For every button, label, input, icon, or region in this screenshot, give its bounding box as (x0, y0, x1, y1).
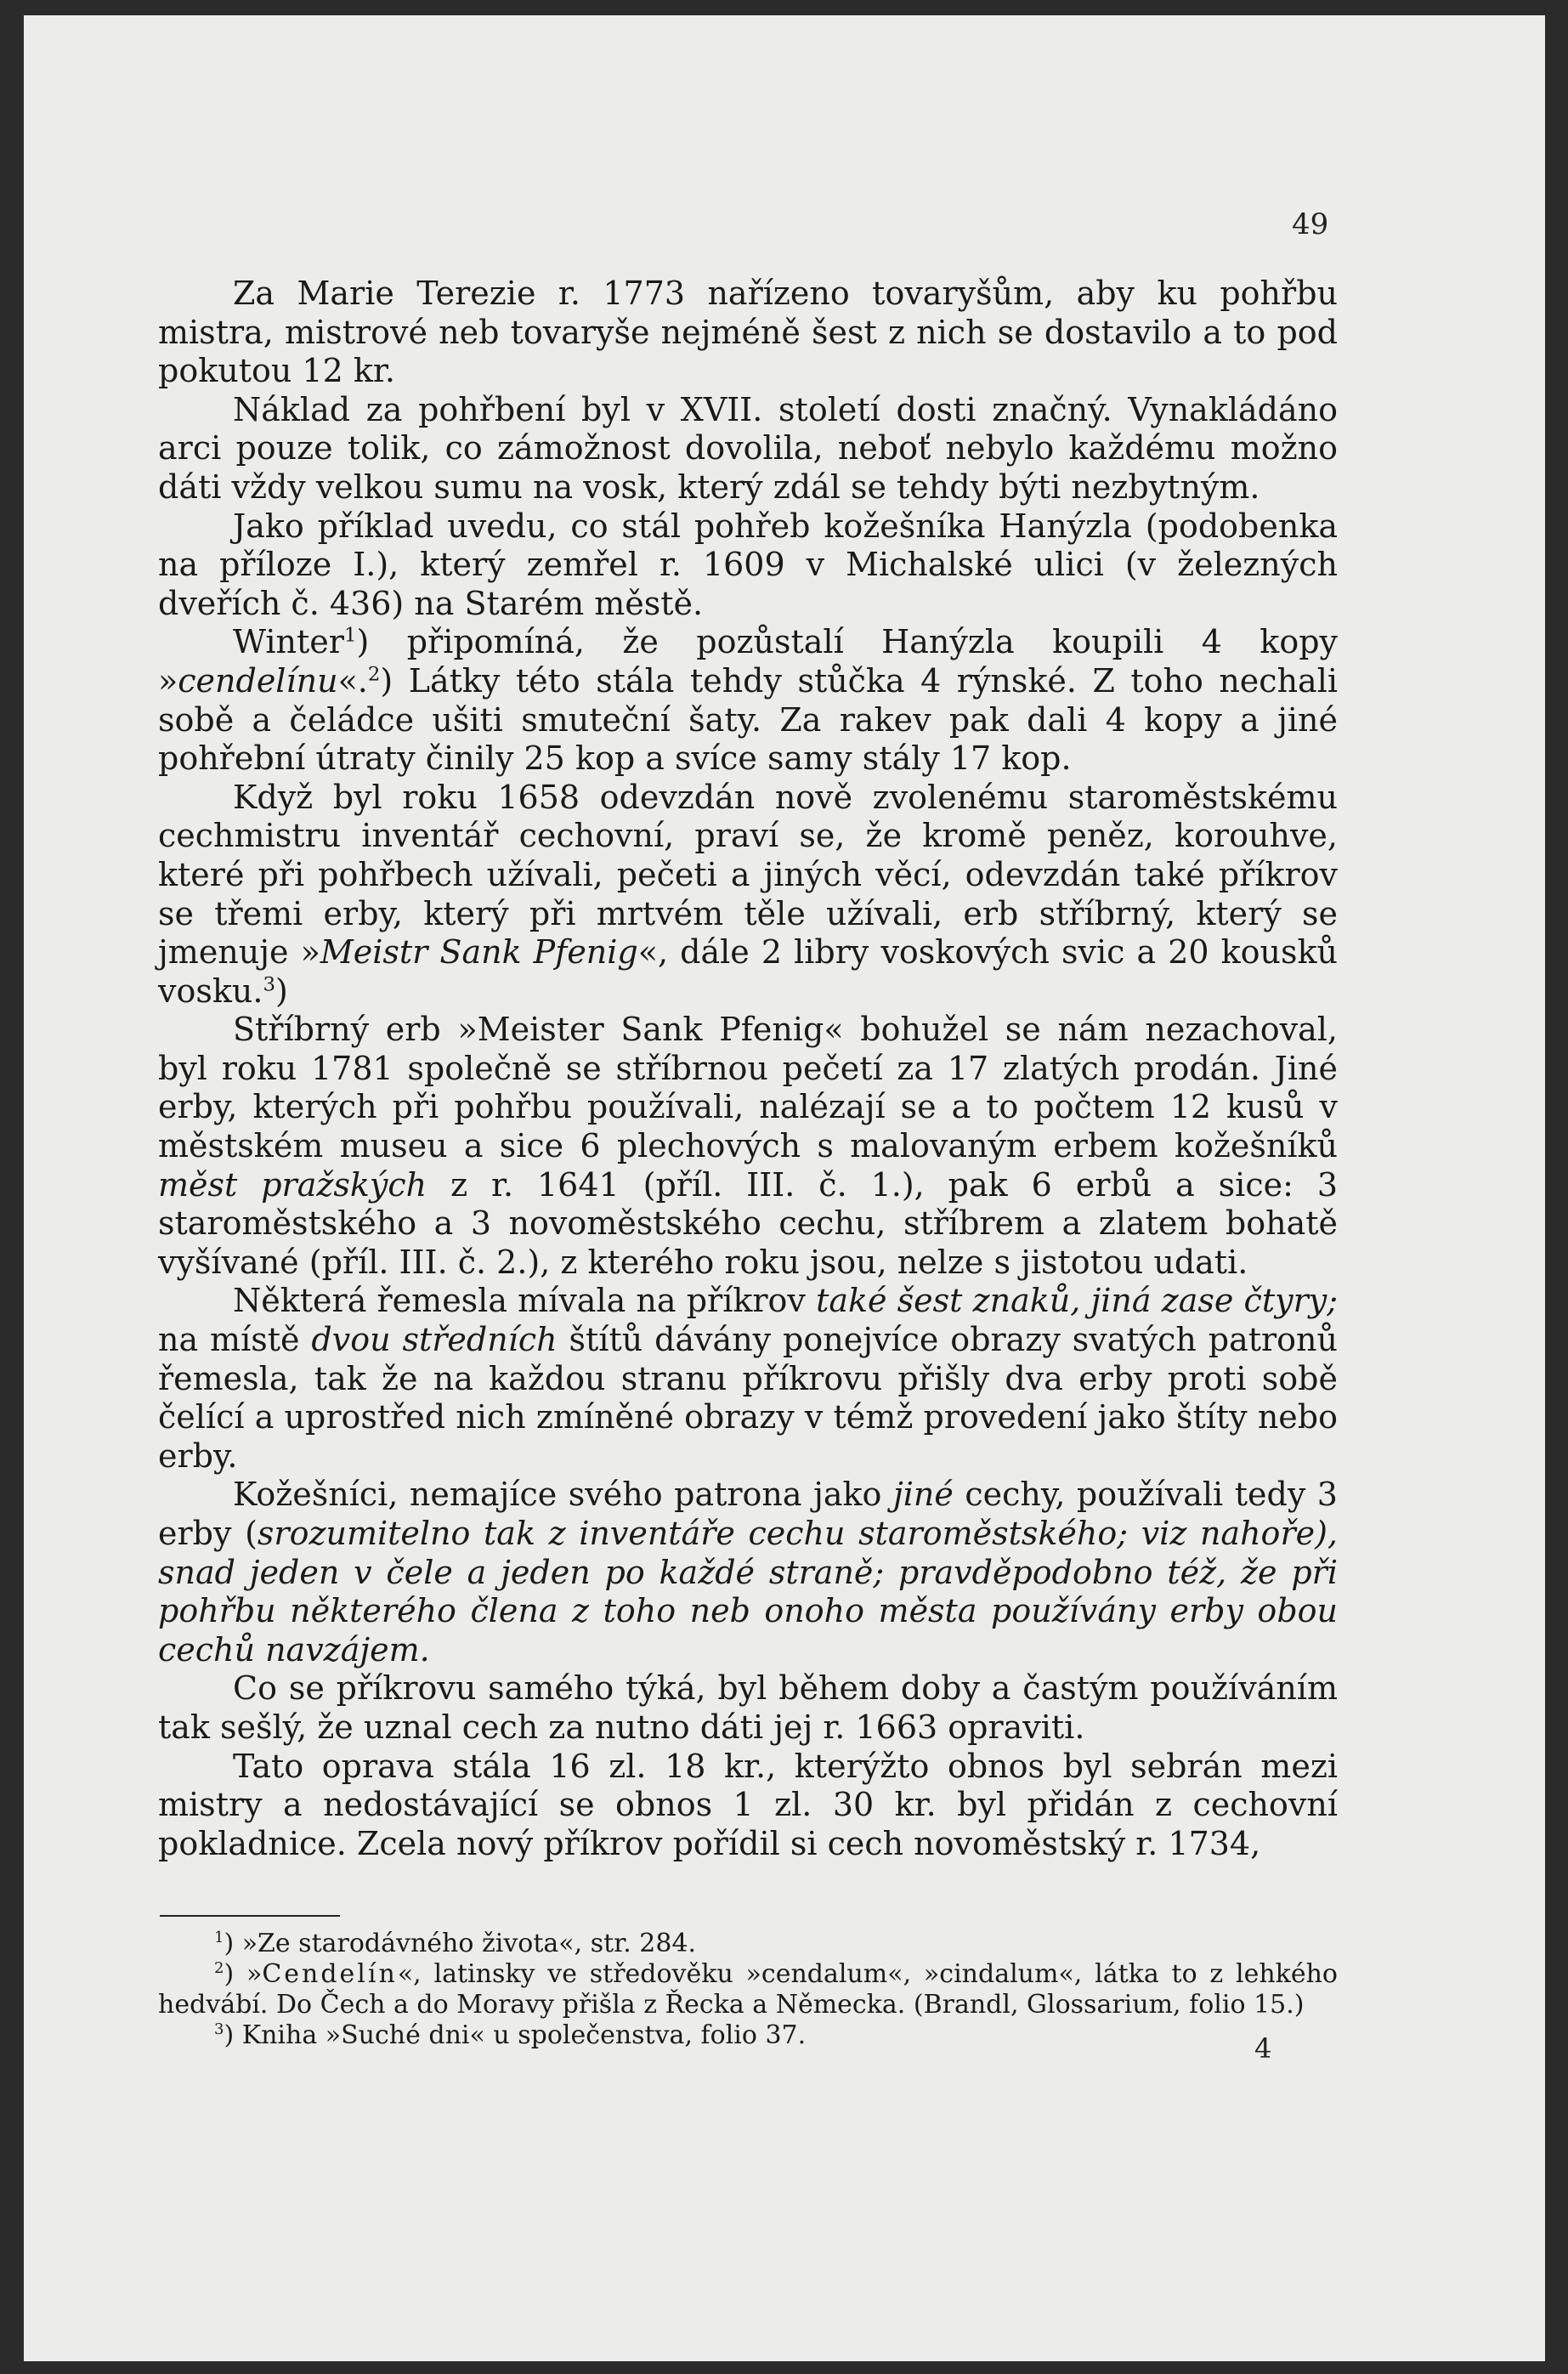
emphasis: jiné (892, 1476, 954, 1514)
emphasis: cendelínu (178, 661, 338, 700)
paragraph: Jako příklad uvedu, co stál pohřeb kožešníka Hanýzla (podobenka na příloze I.), který zemřel r. 1609 v Michalské ulici (v železných dveřích č. 436) na Starém městě. (158, 507, 1338, 622)
footnote: $^1$) »Ze starodávného života«, str. 284. (214, 1929, 697, 1958)
footnote-ref: 2 (367, 663, 381, 686)
footnote: $^3$) Kniha »Suché dni« u společenstva, folio 37. (214, 2020, 807, 2050)
footnote: $^2$) »Cendelín«, latinsky ve středověku »cendalum«, »cindalum«, látka to z lehkého hedvábí. Do Čech a do Moravy přišla z Řecka a Německa. (Brandl, Glossarium, folio 15.) (158, 1959, 1338, 2020)
spaced-term: Cendelín (262, 1959, 398, 1989)
paragraph: Když byl roku 1658 odevzdán nově zvolenému staroměstskému cechmistru inventář cechovní, praví se, že kromě peněz, korouhve, které při pohřbech užívali, pečeti a jiných věcí, odevzdán také příkrov se třemi erby, který při mrtvém těle užívali, erb stříbrný, který se jmenuje »Meistr Sank Pfenig«, dále 2 libry voskových svic a 20 kousků vosku.$^3$) (158, 778, 1339, 1010)
emphasis: Meistr Sank Pfenig (320, 933, 638, 972)
emphasis: také šest znaků, jiná zase čtyry; (816, 1282, 1339, 1320)
footnote-ref: 3 (263, 973, 275, 996)
paragraph: Winter$^1$) připomíná, že pozůstalí Hanýzla koupili 4 kopy »cendelínu«.$^2$) Látky této stála tehdy stůčka 4 rýnské. Z toho nechali sobě a čeládce ušiti smuteční šaty. Za rakev pak dali 4 kopy a jiné pohřební útraty činily 25 kop a svíce samy stály 17 kop. (158, 623, 1338, 778)
footnote-divider (160, 1915, 340, 1917)
paragraph: Některá řemesla mívala na příkrov také šest znaků, jiná zase čtyry; na místě dvou středních štítů dávány ponejvíce obrazy svatých patronů řemesla, tak že na každou stranu příkrovu přišly dva erby proti sobě čelící a uprostřed nich zmíněné obrazy v témž provedení jako štíty nebo erby. (158, 1282, 1339, 1475)
sheet-signature: 4 (1254, 2032, 1272, 2065)
paragraph: Kožešníci, nemajíce svého patrona jako jiné cechy, používali tedy 3 erby (srozumitelno tak z inventáře cechu staroměstského; viz nahoře), snad jeden v čele a jeden po každé straně; pravděpodobno též, že při pohřbu některého člena z toho neb onoho města používány erby obou cechů navzájem. (158, 1476, 1338, 1669)
emphasis: srozumitelno tak z inventáře cechu staroměstského; viz nahoře), snad jeden v čele a jeden po každé straně; pravděpodobno též, že při pohřbu některého člena z toho neb onoho města používány erby obou cechů navzájem. (158, 1515, 1338, 1669)
emphasis: dvou středních (311, 1321, 558, 1359)
book-page (24, 15, 1545, 2361)
paragraph: Co se příkrovu samého týká, byl během doby a častým používáním tak sešlý, že uznal cech za nutno dáti jej r. 1663 opraviti. (158, 1669, 1338, 1746)
footnote-marker: 3 (214, 2020, 224, 2038)
paragraph: Náklad za pohřbení byl v XVII. století dosti značný. Vynakládáno arci pouze tolik, co zámožnost dovolila, neboť nebylo každému možno dáti vždy velkou sumu na vosk, který zdál se tehdy býti nezbytným. (158, 390, 1338, 506)
footnote-marker: 1 (214, 1929, 224, 1946)
paragraph: Za Marie Terezie r. 1773 nařízeno tovaryšům, aby ku pohřbu mistra, mistrové neb tovaryše nejméně šest z nich se dostavilo a to pod pokutou 12 kr. (158, 275, 1338, 390)
footnote-ref: 1 (343, 624, 357, 647)
paragraph: Stříbrný erb »Meister Sank Pfenig« bohužel se nám nezachoval, byl roku 1781 společně se stříbrnou pečetí za 17 zlatých prodán. Jiné erby, kterých při pohřbu používali, nalézají se a to počtem 12 kusů v městském museu a sice 6 plechových s malovaným erbem kožešníků měst pražských z r. 1641 (příl. III. č. 1.), pak 6 erbů a sice: 3 staroměstského a 3 novoměstského cechu, stříbrem a zlatem bohatě vyšívané (příl. III. č. 2.), z kterého roku jsou, nelze s jistotou udati. (158, 1011, 1338, 1281)
footnote-marker: 2 (214, 1959, 224, 1977)
paragraph: Tato oprava stála 16 zl. 18 kr., kterýžto obnos byl sebrán mezi mistry a nedostávající se obnos 1 zl. 30 kr. byl přidán z cechovní pokladnice. Zcela nový příkrov pořídil si cech novoměstský r. 1734, (158, 1747, 1338, 1862)
page-number: 49 (1292, 207, 1329, 241)
emphasis: měst pražských (158, 1165, 427, 1204)
body-text (158, 275, 1338, 1863)
footnotes (158, 1929, 1338, 2051)
